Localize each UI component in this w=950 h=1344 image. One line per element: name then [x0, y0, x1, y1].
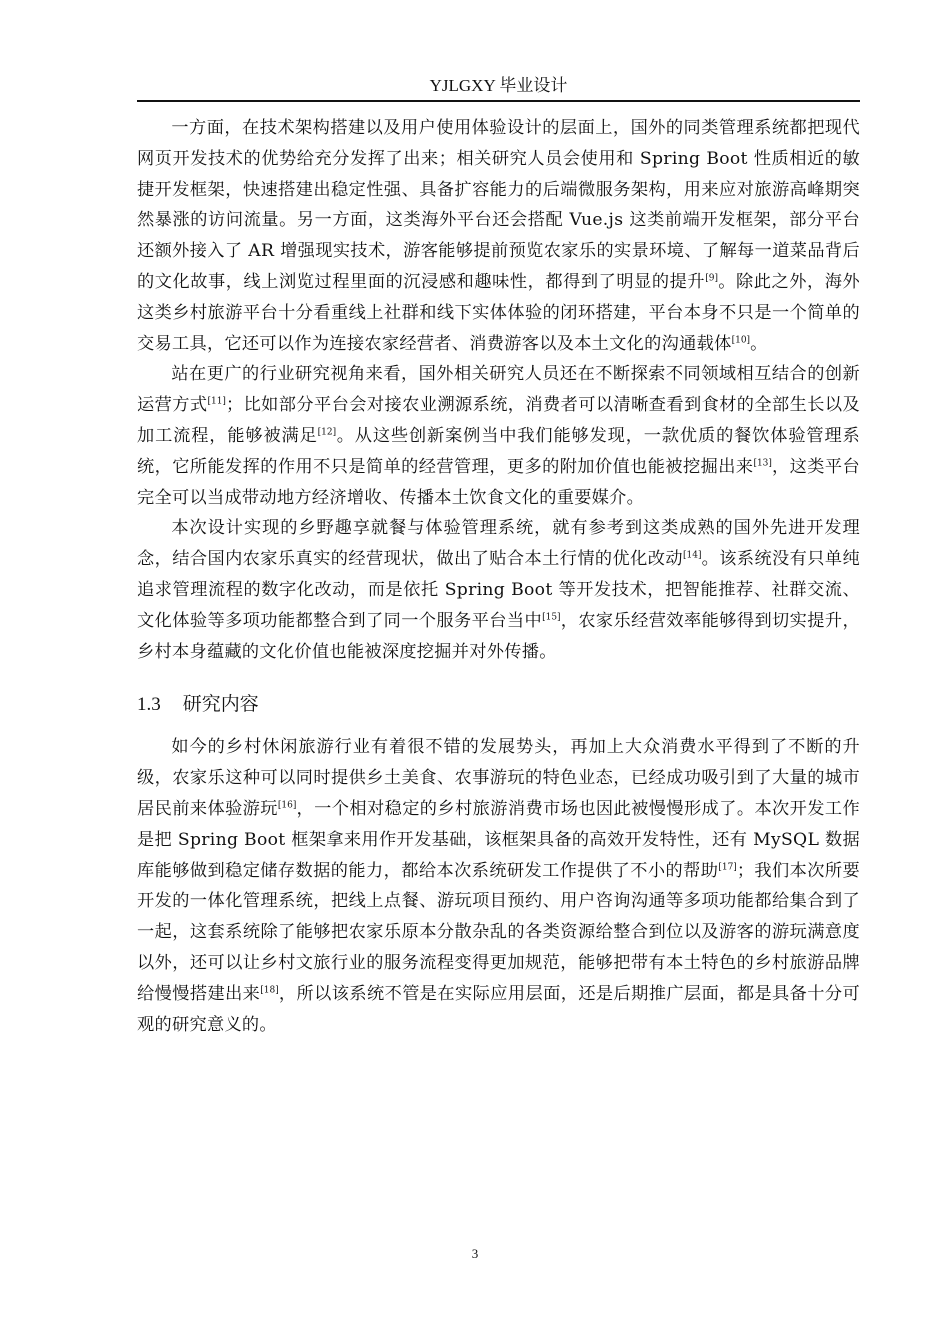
citation-ref: [14]: [683, 550, 702, 561]
paragraph-text: ，农家乐经营效率能够得到切实提升，乡村本身蕴藏的文化价值也能被深度挖掘并对外传播。: [137, 610, 860, 662]
citation-ref: [10]: [731, 334, 751, 345]
citation-ref: [16]: [277, 800, 297, 811]
citation-ref: [15]: [542, 612, 561, 623]
page-header: YJLGXY 毕业设计: [429, 76, 568, 95]
citation-ref: [11]: [207, 396, 226, 407]
citation-ref: [17]: [718, 861, 737, 872]
paragraph-text: ，一个相对稳定的乡村旅游消费市场也因此被慢慢形成了。本次开发工作是把 Spring Boot 框架拿来用作开发基础，该框架具备的高效开发特性，还有 MySQL 数据库能够做到稳定储存数据的能力，都给本次系统研发工作提供了不小的帮助: [137, 798, 860, 881]
citation-ref: [12]: [317, 427, 337, 438]
section-number: 1.3: [137, 694, 161, 716]
paragraph: [137, 113, 860, 359]
header-rule: [137, 100, 860, 102]
paragraph-text: 。该系统没有只单纯追求管理流程的数字化改动，而是依托 Spring Boot 等开发技术，把智能推荐、社群交流、文化体验等多项功能都整合到了同一个服务平台当中: [137, 549, 860, 631]
paragraph-text: ；我们本次所要开发的一体化管理系统，把线上点餐、游玩项目预约、用户咨询沟通等多项功能都给集合到了一起，这套系统除了能够把农家乐原本分散杂乱的各类资源给整合到位以及游客的游玩满意度以外，还可以让乡村文旅行业的服务流程变得更加规范，能够把带有本土特色的乡村旅游品牌给慢慢搭建出来: [137, 860, 860, 1004]
paragraph-text: ，这类平台完全可以当成带动地方经济增收、传播本土饮食文化的重要媒介。: [137, 456, 860, 508]
paragraph: [137, 359, 860, 513]
paragraph-text: 。除此之外，海外这类乡村旅游平台十分看重线上社群和线下实体体验的闭环搭建，平台本身不只是一个简单的交易工具，它还可以作为连接农家经营者、消费游客以及本土文化的沟通载体: [137, 271, 861, 354]
paragraph: [137, 513, 860, 667]
paragraph-group-research-content: [137, 732, 860, 1040]
paragraph-text: 。从这些创新案例当中我们能够发现，一款优质的餐饮体验管理系统，它所能发挥的作用不只是简单的经营管理，更多的附加价值也能被挖掘出来: [137, 425, 860, 477]
paragraph-text: 如今的乡村休闲旅游行业有着很不错的发展势头，再加上大众消费水平得到了不断的升级，农家乐这种可以同时提供乡土美食、农事游玩的特色业态，已经成功吸引到了大量的城市居民前来体验游玩: [137, 737, 860, 819]
body-text: [137, 113, 860, 1040]
citation-ref: [9]: [705, 273, 718, 284]
citation-ref: [13]: [753, 458, 772, 469]
paragraph-text: ；比如部分平台会对接农业溯源系统，消费者可以清晰查看到食材的全部生长以及加工流程，能够被满足: [137, 395, 860, 446]
paragraph-text: 。: [750, 333, 768, 354]
paragraph-group-background: [137, 113, 860, 667]
paragraph-text: 本次设计实现的乡野趣享就餐与体验管理系统，就有参考到这类成熟的国外先进开发理念，结合国内农家乐真实的经营现状，做出了贴合本土行情的优化改动: [137, 518, 860, 570]
paragraph-text: 一方面，在技术架构搭建以及用户使用体验设计的层面上，国外的同类管理系统都把现代网页开发技术的优势给充分发挥了出来；相关研究人员会使用和 Spring Boot 性质相近的敏捷开发框架，快速搭建出稳定性强、具备扩容能力的后端微服务架构，用来应对旅游高峰期突然暴涨的访问流量。另一方面，这类海外平台还会搭配 Vue.js 这类前端开发框架，部分平台还额外接入了 AR 增强现实技术，游客能够提前预览农家乐的实景环境、了解每一道菜品背后的文化故事，线上浏览过程里面的沉浸感和趣味性，都得到了明显的提升: [137, 118, 860, 292]
paragraph-text: ，所以该系统不管是在实际应用层面，还是后期推广层面，都是具备十分可观的研究意义的。: [137, 983, 860, 1035]
page-number: 3: [471, 1246, 479, 1261]
section-heading: [137, 689, 860, 720]
section-title: 研究内容: [182, 693, 259, 716]
paragraph: [137, 732, 860, 1040]
paragraph-text: 站在更广的行业研究视角来看，国外相关研究人员还在不断探索不同领域相互结合的创新运营方式: [137, 364, 860, 416]
citation-ref: [18]: [260, 984, 279, 995]
